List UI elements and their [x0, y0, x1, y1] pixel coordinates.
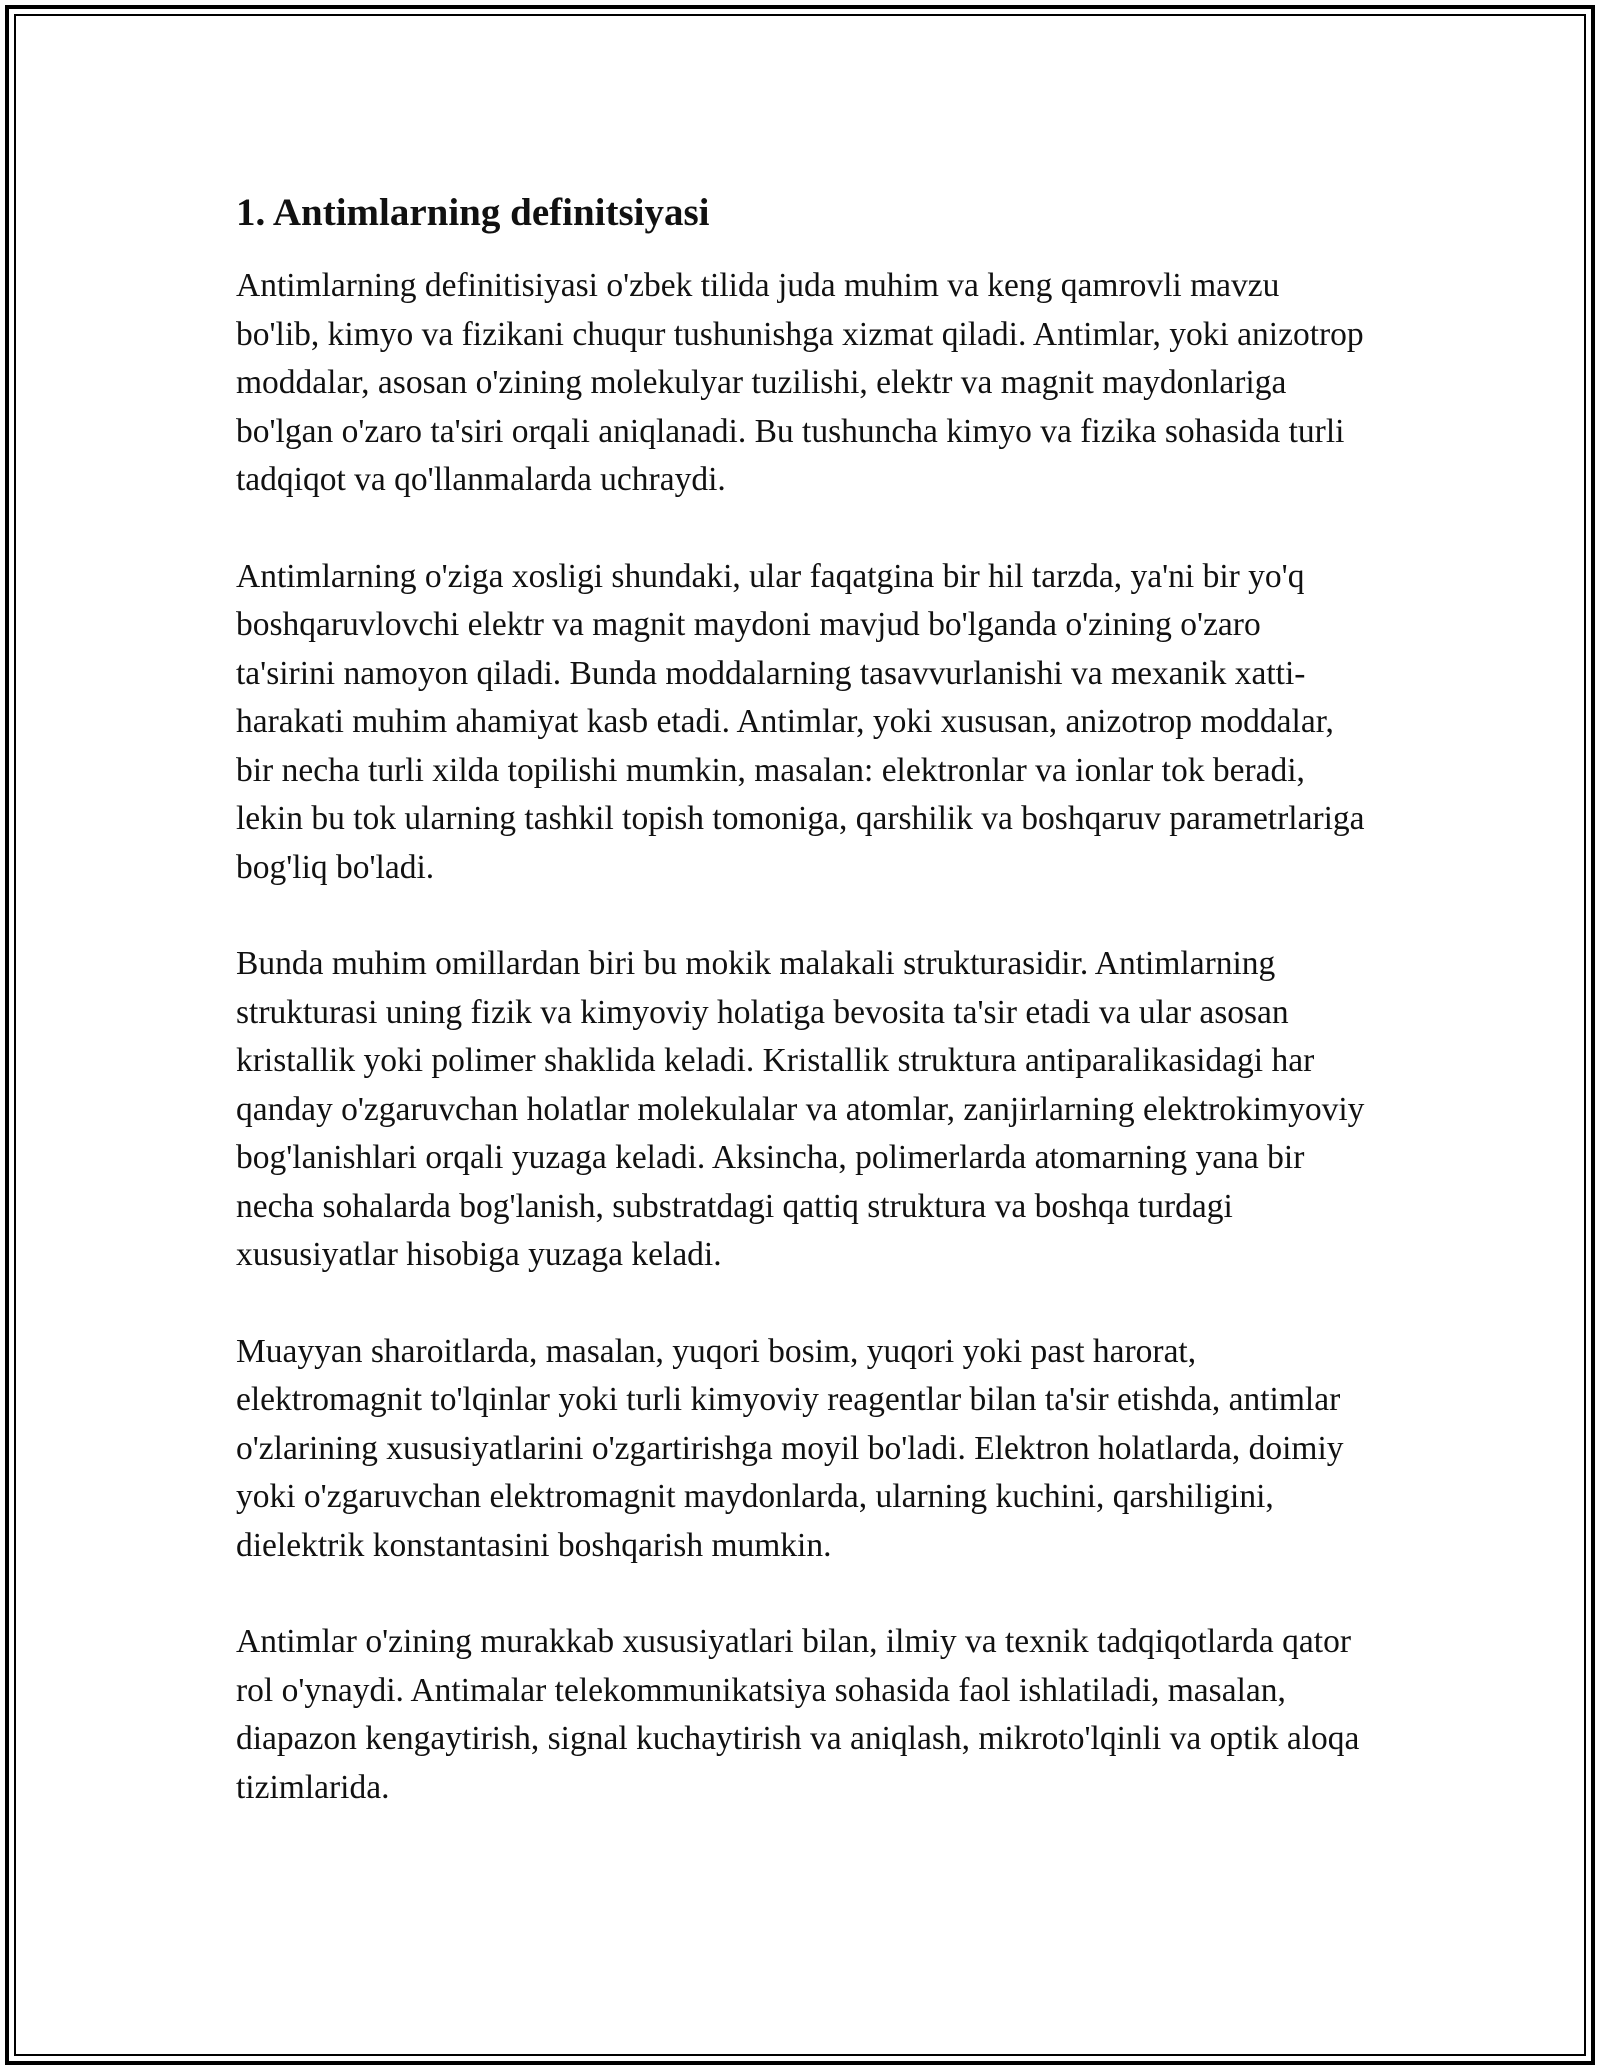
paragraph-5: Antimlar o'zining murakkab xususiyatlari bilan, ilmiy va texnik tadqiqotlarda qator rol o'ynaydi. Antimalar telekommunikatsiya sohasida faol ishlatiladi, masalan, diapazon kengaytirish, signal kuchaytirish va aniqlash, mikroto'lqinli va optik aloqa tizimlarida.: [236, 1623, 1360, 1806]
paragraph-2: Antimlarning o'ziga xosligi shundaki, ular faqatgina bir hil tarzda, ya'ni bir yo'q boshqaruvlovchi elektr va magnit maydoni mavjud bo'lganda o'zining o'zaro ta'sirini namoyon qiladi. Bunda moddalarning tasavvurlanishi va mexanik xatti-harakati muhim ahamiyat kasb etadi. Antimlar, yoki xususan, anizotrop moddalar, bir necha turli xilda topilishi mumkin, masalan: elektronlar va ionlar tok beradi, lekin bu tok ularning tashkil topish tomoniga, qarshilik va boshqaruv parametrlariga bog'liq bo'ladi.: [236, 557, 1365, 886]
document-body: [236, 186, 1366, 1860]
paragraph-4: Muayyan sharoitlarda, masalan, yuqori bosim, yuqori yoki past harorat, elektromagnit to'lqinlar yoki turli kimyoviy reagentlar bilan ta'sir etishda, antimlar o'zlarining xususiyatlarini o'zgartirishga moyil bo'ladi. Elektron holatlarda, doimiy yoki o'zgaruvchan elektromagnit maydonlarda, ularning kuchini, qarshiligini, dielektrik konstantasini boshqarish mumkin.: [236, 1332, 1344, 1564]
paragraph-3: Bunda muhim omillardan biri bu mokik malakali strukturasidir. Antimlarning strukturasi uning fizik va kimyoviy holatiga bevosita ta'sir etadi va ular asosan kristallik yoki polimer shaklida keladi. Kristallik struktura antiparalikasidagi har qanday o'zgaruvchan holatlar molekulalar va atomlar, zanjirlarning elektrokimyoviy bog'lanishlari orqali yuzaga keladi. Aksincha, polimerlarda atomarning yana bir necha sohalarda bog'lanish, substratdagi qattiq struktura va boshqa turdagi xususiyatlar hisobiga yuzaga keladi.: [236, 945, 1365, 1273]
paragraph-1: Antimlarning definitisiyasi o'zbek tilida juda muhim va keng qamrovli mavzu bo'lib, kimyo va fizikani chuqur tushunishga xizmat qiladi. Antimlar, yoki anizotrop moddalar, asosan o'zining molekulyar tuzilishi, elektr va magnit maydonlariga bo'lgan o'zaro ta'siri orqali aniqlanadi. Bu tushuncha kimyo va fizika sohasida turli tadqiqot va qo'llanmalarda uchraydi.: [236, 267, 1364, 498]
section-heading: 1. Antimlarning definitsiyasi: [236, 191, 710, 234]
